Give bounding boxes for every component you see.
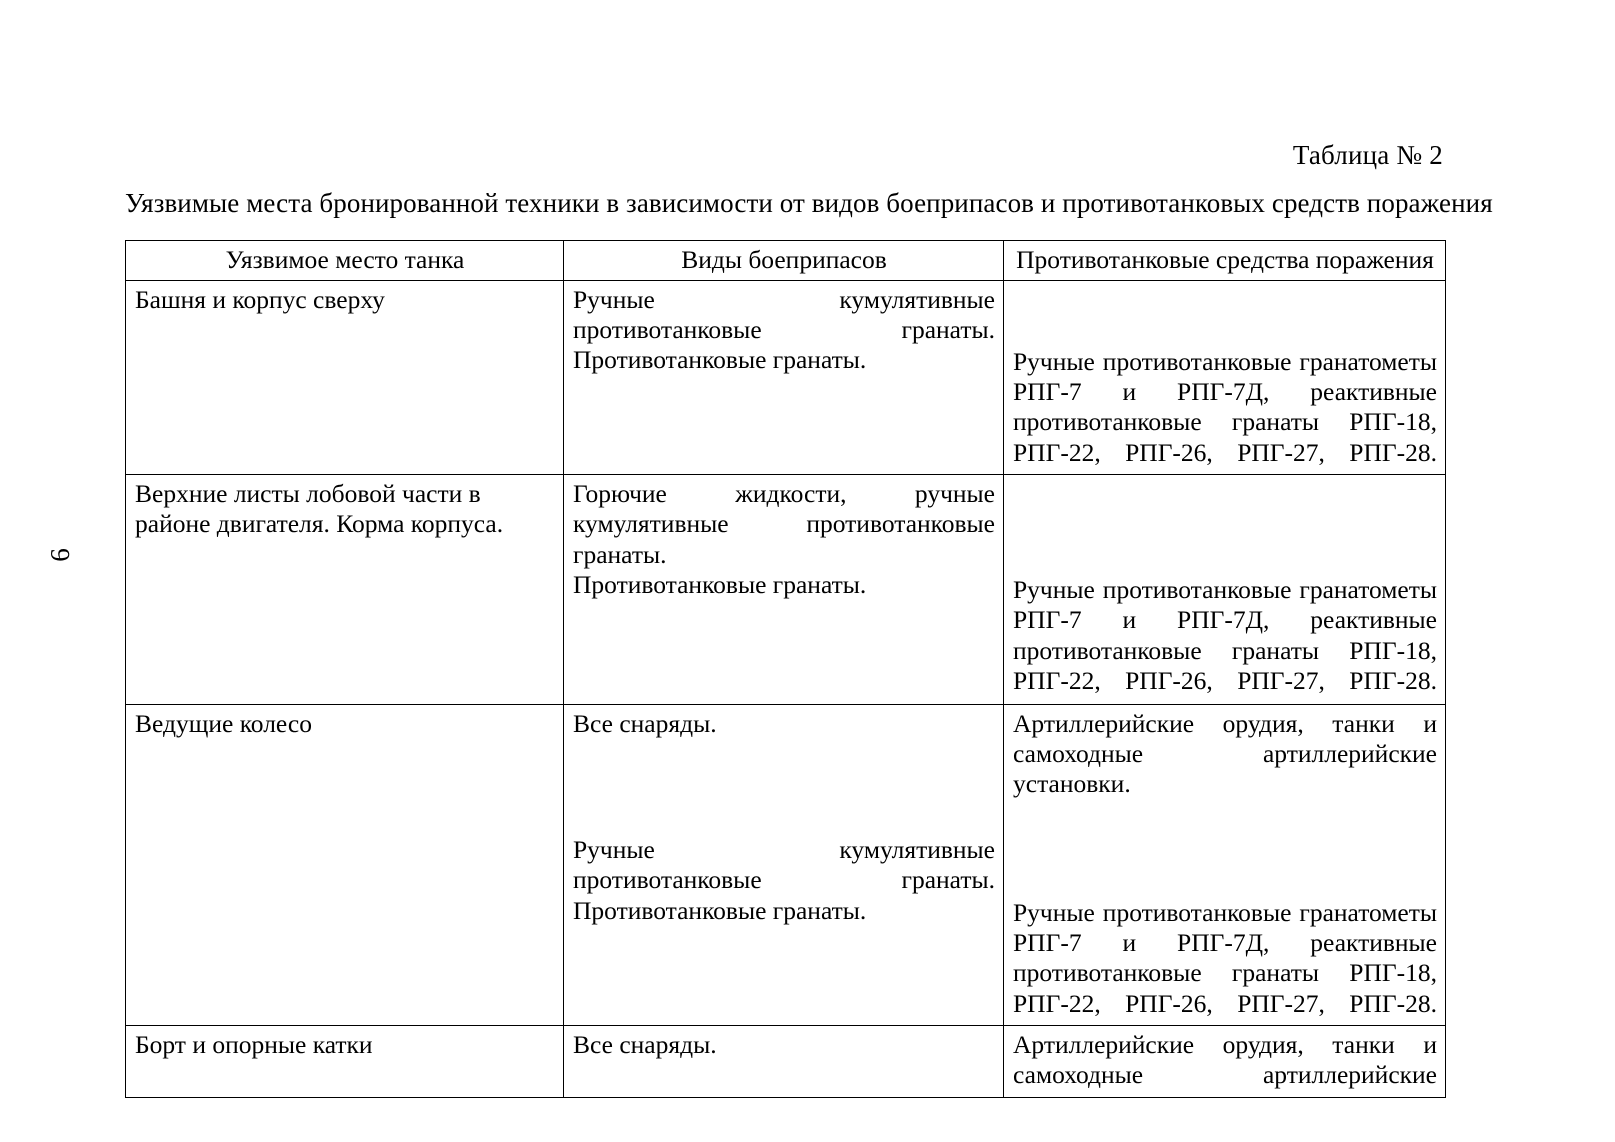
table-row — [126, 1026, 1446, 1098]
table-body — [126, 280, 1446, 1097]
antitank-means-text: Ручные противотанковые гранатометы РПГ-7 и РПГ-7Д, реактивные противотанковые гранаты РПГ-18, РПГ-22, РПГ-26, РПГ-27, РПГ-28. — [1013, 897, 1437, 1018]
vulnerable-spot-text: Ведущие колесо — [135, 708, 312, 738]
ammunition-text: Противотанковые гранаты. — [573, 895, 867, 925]
ammunition-text: Горючие жидкости, ручные кумулятивные противотанковые гранаты. — [573, 478, 995, 569]
page-number: 6 — [45, 548, 75, 562]
ammunition-text: Ручные кумулятивные противотанковые гранаты. — [573, 284, 995, 344]
ammunition-text: Все снаряды. — [573, 1030, 717, 1060]
vulnerable-spot-text: Башня и корпус сверху — [135, 284, 385, 314]
cell-antitank-means — [1004, 704, 1446, 1025]
cell-vulnerable-spot — [126, 704, 564, 1025]
antitank-means-text: Артиллерийские орудия, танки и самоходные артиллерийские — [1013, 1030, 1437, 1090]
cell-ammunition — [564, 704, 1004, 1025]
cell-antitank-means — [1004, 474, 1446, 704]
ammunition-text: Противотанковые гранаты. — [573, 345, 867, 375]
ammunition-text: Противотанковые гранаты. — [573, 569, 867, 599]
cell-vulnerable-spot — [126, 280, 564, 474]
antitank-means-text: Ручные противотанковые гранатометы РПГ-7 и РПГ-7Д, реактивные противотанковые гранаты РПГ-18, РПГ-22, РПГ-26, РПГ-27, РПГ-28. — [1013, 574, 1437, 695]
table-title: Уязвимые места бронированной техники в зависимости от видов боеприпасов и противотанковых средств поражения — [125, 188, 1493, 218]
cell-vulnerable-spot — [126, 474, 564, 704]
cell-antitank-means — [1004, 1026, 1446, 1098]
ammunition-text: Все снаряды. — [573, 708, 717, 738]
cell-vulnerable-spot — [126, 1026, 564, 1098]
cell-ammunition — [564, 1026, 1004, 1098]
vulnerability-table — [125, 240, 1446, 1098]
cell-ammunition — [564, 474, 1004, 704]
column-header-antitank-means: Противотанковые средства поражения — [1004, 241, 1446, 281]
vulnerable-spot-text: Верхние листы лобовой части в районе двигателя. Корма корпуса. — [135, 478, 504, 539]
column-header-ammunition: Виды боеприпасов — [564, 241, 1004, 281]
table-header — [126, 241, 1446, 281]
table-row — [126, 474, 1446, 704]
table-row — [126, 704, 1446, 1025]
cell-antitank-means — [1004, 280, 1446, 474]
antitank-means-text: Артиллерийские орудия, танки и самоходные артиллерийские установки. — [1013, 708, 1437, 799]
table-row — [126, 280, 1446, 474]
table-number-label: Таблица № 2 — [1292, 140, 1443, 170]
cell-ammunition — [564, 280, 1004, 474]
ammunition-text: Ручные кумулятивные противотанковые гранаты. — [573, 834, 995, 895]
antitank-means-text: Ручные противотанковые гранатометы РПГ-7 и РПГ-7Д, реактивные противотанковые гранаты РПГ-18, РПГ-22, РПГ-26, РПГ-27, РПГ-28. — [1013, 346, 1437, 467]
table-header-row — [126, 241, 1446, 281]
column-header-vulnerable-spot: Уязвимое место танка — [126, 241, 564, 281]
vulnerable-spot-text: Борт и опорные катки — [135, 1030, 373, 1060]
